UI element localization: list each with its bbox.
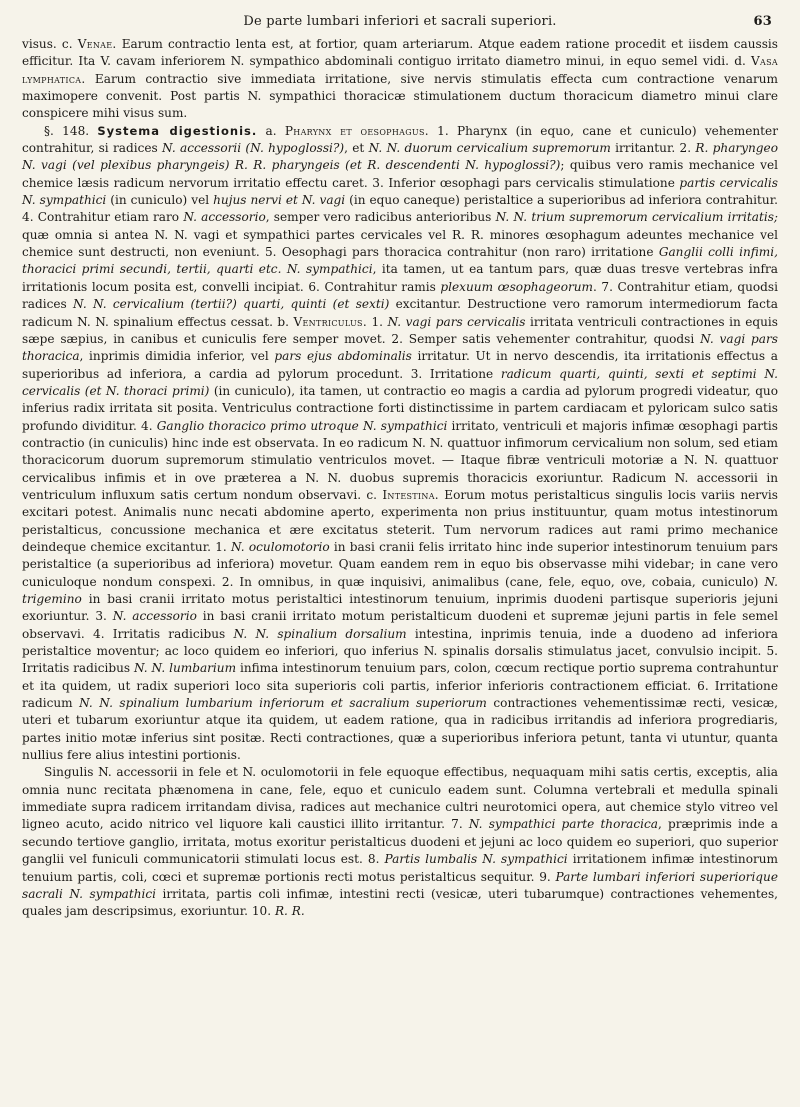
text-run: visus. c. (22, 37, 78, 51)
italic-run: N. trigemino (22, 574, 778, 606)
text-run: , semper vero radicibus anterioribus (265, 210, 496, 225)
italic-run: N. accessorii (N. hypoglossi?) (162, 141, 345, 156)
running-head (22, 14, 778, 34)
small-caps-run: Venae. (77, 37, 117, 51)
text-run: , ita tamen, ut ea tantum pars, quæ duas tresve vertebras infra irritationis locum posita est, convelli incipiat. 6. Contrahitur ramis (22, 262, 778, 294)
italic-run: N. sympathici parte thoracica (468, 817, 658, 832)
small-caps-run: Vasa lymphatica. (22, 54, 778, 86)
italic-run: Parte lumbari inferiori superiorique sacrali N. sympathici (22, 869, 778, 901)
text-run: (in cuniculo) vel (106, 193, 214, 208)
text-run: contractiones vehementissimæ recti, vesicæ, uteri et tubarum exoriuntur atque ita quidem, ut eadem ratione, qua in radicibus irritandis ad inferiora progrediaris, partes initio motæ inferius sint positæ. Recti contractiones, quæ a superioribus inferiora petunt, tanta vi utuntur, quanta nullius fere alius intestini portionis. (22, 696, 778, 763)
text-run: irritationem infimæ intestinorum tenuium partis, coli, cœci et supremæ portionis recti motus peristalticus sequitur. 9. (22, 852, 779, 884)
text-run: ; quibus vero ramis mechanice vel chemice læsis radicum nervorum irritatio effectu caret. 3. Inferior œsophagi pars cervicalis stimulatione (22, 158, 778, 190)
text-run: Earum contractio lenta est, at fortior, quam arteriarum. Atque eadem ratione procedit et iisdem caussis efficitur. Ita V. cavam inferiorem N. sympathico abdominali contiguo irritato diametro minui, in equo semel vidi. d. (22, 37, 778, 69)
text-run: a. (257, 123, 285, 138)
text-run: . 7. Contrahitur etiam, quodsi radices (22, 279, 778, 312)
text-run: (in equo caneque) peristaltice a superioribus ad inferiora contrahitur. 4. Contrahitur etiam raro (22, 193, 778, 225)
italic-run: N. accessorio (112, 609, 197, 624)
italic-run: N. N. duorum cervicalium supremorum (368, 141, 611, 156)
body-text (22, 36, 778, 921)
text-run: irritato, ventriculi et majoris infimæ œsophagi partis contractio (in cuniculis) hinc inde est observata. In eo radicum N. N. quattuor infimorum cervicalium non solum, sed etiam thoracicorum duorum supremorum stimulatio ventriculos movet. — Itaque fibræ ventriculi motoriæ a N. N. quattuor cervicalibus infimis et in ove præterea a N. N. duobus supremis thoracicis exoriuntur. Radicum N. accessorii in ventriculum influxum satis certum nondum observavi. c. (22, 418, 778, 502)
text-run: irritata ventriculi contractiones in equis sæpe sæpius, in canibus et cuniculis fere semper movet. 2. Semper satis vehementer contrahitur, quodsi (22, 314, 778, 346)
text-run: irritantur. 2. (610, 141, 696, 156)
text-run: irritatur. Ut in nervo descendis, ita irritationis effectus a superioribus ad inferiora, a cardia ad pylorum procedunt. 3. Irritatione (22, 349, 778, 381)
italic-run: N. N. lumbarium (133, 661, 237, 676)
italic-run: plexuum œsophageorum (440, 279, 594, 294)
small-caps-run: Ventriculus. (293, 314, 367, 329)
text-run: §. 148. (44, 123, 98, 138)
text-run: in basi cranii irritato motum peristalticum duodeni et supremæ jejuni partis in fele semel observavi. 4. Irritatis radicibus (22, 609, 778, 641)
text-run: excitantur. Destructione vero ramorum intermediorum facta radicum N. N. spinalium effectus cessat. b. (22, 297, 778, 329)
paragraph-singulis (22, 764, 778, 920)
text-run: intestina, inprimis tenuia, inde a duodeno ad inferiora peristaltice moventur; ac loco quidem eo inferiori, quo inferius N. spinalis dorsalis stimulatus jacet, convulsio incipit. 5. Irritatis radicibus (22, 626, 778, 676)
italic-run: N. N. trium supremorum cervicalium irritatis; (495, 210, 778, 225)
italic-run: Partis lumbalis N. sympathici (384, 852, 568, 867)
small-caps-run: Intestina. (382, 487, 439, 502)
italic-run: partis cervicalis N. sympathici (22, 175, 778, 208)
text-run: Eorum motus peristalticus singulis locis variis nervis excitari potest. Animalis nunc necati abdomine aperto, experimenta non prius instituuntur, quam motus intestinorum peristalticus, concussione mechanica et ære excitatus steterit. Tum nervorum radices aut rami primo mechanice deindeque chemice excitantur. 1. (22, 487, 778, 554)
italic-run: R. R. (274, 904, 305, 919)
page-number: 63 (753, 14, 772, 29)
text-run: 1. Pharynx (in equo, cane et cuniculo) vehementer contrahitur, si radices (22, 123, 778, 156)
section-heading-run: Systema digestionis. (97, 123, 258, 138)
text-run: Singulis N. accessorii in fele et N. oculomotorii in fele equoque effectibus, nequaquam mihi satis certis, exceptis, alia omnia nunc recitata phænomena in cane, fele, equo et cuniculo eadem sunt. Columna vertebrali et medulla spinali immediate supra radicem irritandam divisa, radices aut mechanice cultri neurotomici opera, aut chemice stylo vitreo vel ligneo acuto, acido nitrico vel liquore kali caustici illito irritantur. 7. (22, 765, 778, 832)
italic-run: hujus nervi et N. vagi (213, 193, 346, 208)
text-run: irritata, partis coli infimæ, intestini recti (vesicæ, uteri tubarumque) contractiones vehementes, quales jam descripsimus, exoriuntur. 10. (22, 886, 778, 919)
italic-run: R. pharyngeo N. vagi (vel plexibus pharyngeis) R. R. pharyngeis (et R. descendenti N. hypoglossi?) (22, 141, 778, 173)
italic-run: N. vagi pars cervicalis (387, 314, 526, 329)
small-caps-run: Pharynx et oesophagus. (284, 123, 429, 138)
text-run: quæ omnia si antea N. N. vagi et sympathici partes cervicales vel R. R. minores œsophagum adeuntes mechanice vel chemice sunt destructi, non eveniunt. 5. Oesophagi pars thoracica contrahitur (non raro) irritatione (22, 227, 778, 260)
text-run: infima intestinorum tenuium pars, colon, cœcum rectique portio suprema contrahuntur et ita quidem, ut radix superiori loco sita superioris coli partis, inferior inferioris contractionem efficiat. 6. Irritatione radicum (22, 661, 778, 711)
italic-run: radicum quarti, quinti, sexti et septimi N. cervicalis (et N. thoraci primi) (22, 366, 778, 398)
text-run: 1. (366, 314, 388, 329)
italic-run: N. vagi pars thoracica (22, 331, 779, 364)
text-run: , et (344, 141, 369, 156)
paragraph-vasa (22, 36, 778, 123)
italic-run: N. N. spinalium lumbarium inferiorum et sacralium superiorum (79, 696, 487, 711)
text-run: in basi cranii felis irritato hinc inde superior intestinorum tenuium pars peristaltice (a superioribus ad inferiora) movetur. Quam eandem rem in equo bis observasse mihi videbar; in cane vero cuniculoque nondum conspexi. 2. In omnibus, in quæ inquisivi, animalibus (cane, fele, equo, ove, cobaia, cuniculo) (22, 539, 779, 589)
text-run: in basi cranii irritato motus peristaltici intestinorum tenuium, inprimis duodeni partisque superioris jejuni exoriuntur. 3. (22, 592, 778, 624)
italic-run: Ganglio thoracico primo utroque N. sympathici (156, 418, 448, 433)
running-title: De parte lumbari inferiori et sacrali superiori. (243, 14, 557, 29)
text-run: Earum contractio sive immediata irritatione, sive nervis stimulatis effecta cum contractione venarum maximopere convenit. Post partis N. sympathici thoracicæ stimulationem ductum thoracicum diametro minui clare conspicere mihi visus sum. (22, 71, 778, 121)
text-run: , præprimis inde a secundo tertiove ganglio, irritata, motus exoritur peristalticus duodeni et jejuni ac loco quidem eo superiori, quo superior ganglii vel funiculi communicatorii stimulati locus est. 8. (22, 817, 778, 867)
italic-run: N. N. spinalium dorsalium (233, 626, 407, 641)
italic-run: N. N. cervicalium (tertii?) quarti, quinti (et sexti) (73, 297, 390, 312)
text-run: , inprimis dimidia inferior, vel (79, 349, 275, 364)
italic-run: pars ejus abdominalis (274, 349, 412, 364)
paragraph-systema-digestionis (22, 123, 778, 765)
text-run: (in cuniculo), ita tamen, ut contractio eo magis a cardia ad pylorum progredi videatur, quo inferius radix irritata sit posita. Ventriculus contractione forti distinctissime in partem cardiacam et pyloricam sulco satis profundo dividitur. 4. (22, 383, 778, 433)
italic-run: Ganglii colli infimi, thoracici primi secundi, tertii, quarti etc. N. sympathici (22, 245, 778, 277)
italic-run: N. oculomotorio (231, 539, 330, 554)
italic-run: N. accessorio (183, 210, 266, 225)
